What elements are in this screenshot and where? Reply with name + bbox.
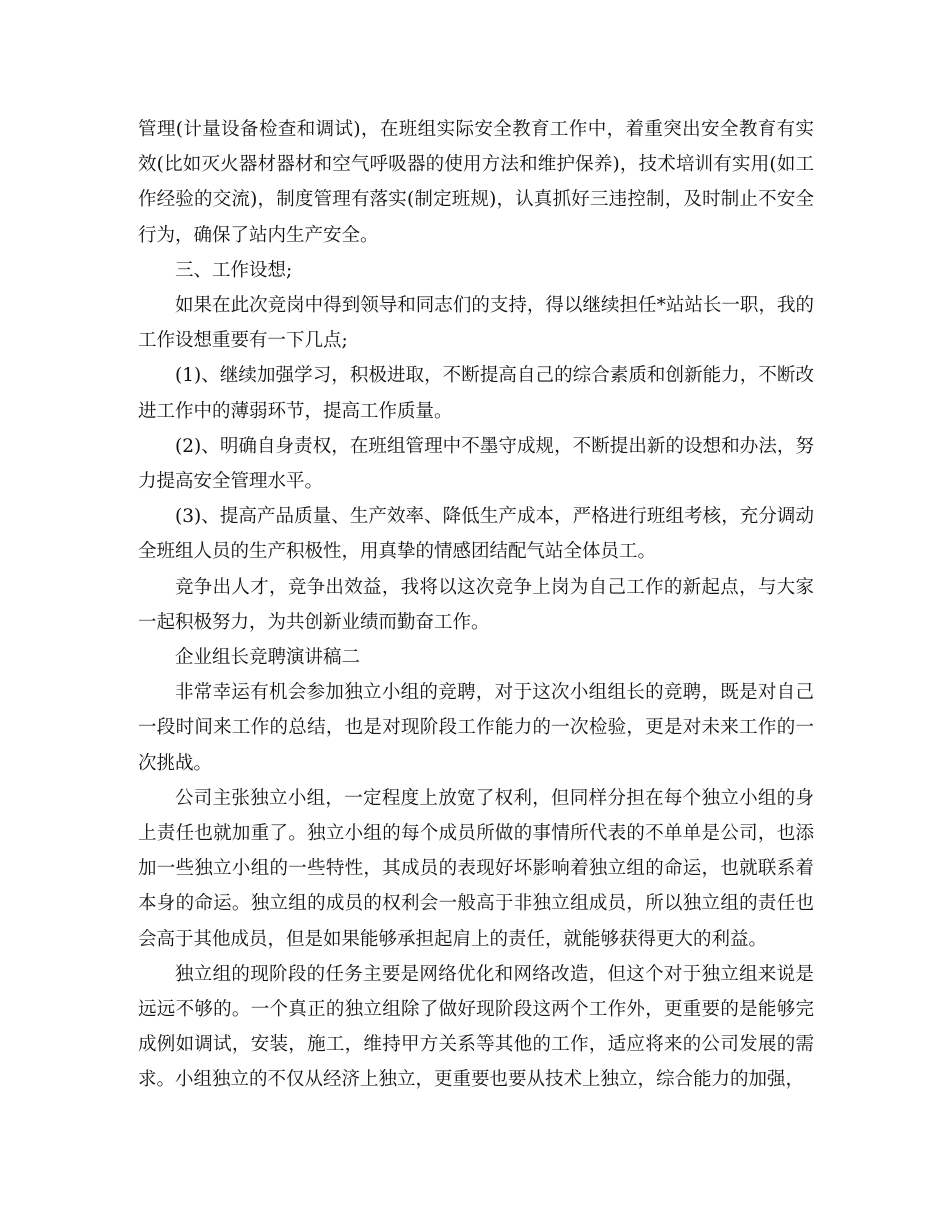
paragraph-1: 管理(计量设备检查和调试)，在班组实际安全教育工作中，着重突出安全教育有实效(比如灭火器材器材和空气呼吸器的使用方法和维护保养)，技术培训有实用(如工作经验的交流)，制度管理有落实(制定班规)，认真抓好三违控制，及时制止不安全行为，确保了站内生产安全。 — [138, 119, 814, 246]
paragraph-7: 竞争出人才，竞争出效益，我将以这次竞争上岗为自己工作的新起点，与大家一起积极努力，为共创新业绩而勤奋工作。 — [138, 576, 814, 633]
section-title-speech-two: 企业组长竞聘演讲稿二 — [175, 647, 361, 669]
section-heading-work-plan: 三、工作设想; — [175, 259, 293, 281]
paragraph-9: 非常幸运有机会参加独立小组的竞聘，对于这次小组组长的竞聘，既是对自己一段时间来工作的总结，也是对现阶段工作能力的一次检验，更是对未来工作的一次挑战。 — [138, 682, 814, 774]
list-item-3: (3)、提高产品质量、生产效率、降低生产成本，严格进行班组考核，充分调动全班组人员的生产积极性，用真挚的情感团结配气站全体员工。 — [138, 506, 814, 563]
paragraph-10: 公司主张独立小组，一定程度上放宽了权利，但同样分担在每个独立小组的身上责任也就加重了。独立小组的每个成员所做的事情所代表的不单单是公司，也添加一些独立小组的一些特性，其成员的表现好坏影响着独立组的命运，也就联系着本身的命运。独立组的成员的权利会一般高于非独立组成员，所以独立组的责任也会高于其他成员，但是如果能够承担起肩上的责任，就能够获得更大的利益。 — [138, 787, 814, 950]
list-item-1: (1)、继续加强学习，积极进取，不断提高自己的综合素质和创新能力，不断改进工作中的薄弱环节，提高工作质量。 — [138, 365, 814, 422]
paragraph-3: 如果在此次竞岗中得到领导和同志们的支持，得以继续担任*站站长一职，我的工作设想重要有一下几点; — [138, 295, 814, 352]
paragraph-11: 独立组的现阶段的任务主要是网络优化和网络改造，但这个对于独立组来说是远远不够的。一个真正的独立组除了做好现阶段这两个工作外，更重要的是能够完成例如调试，安装，施工，维持甲方关系等其他的工作，适应将来的公司发展的需求。小组独立的不仅从经济上独立，更重要也要从技术上独立，综合能力的加强， — [138, 963, 814, 1091]
document-body — [138, 112, 814, 1098]
list-item-2: (2)、明确自身责权，在班组管理中不墨守成规，不断提出新的设想和办法，努力提高安全管理水平。 — [138, 435, 814, 493]
